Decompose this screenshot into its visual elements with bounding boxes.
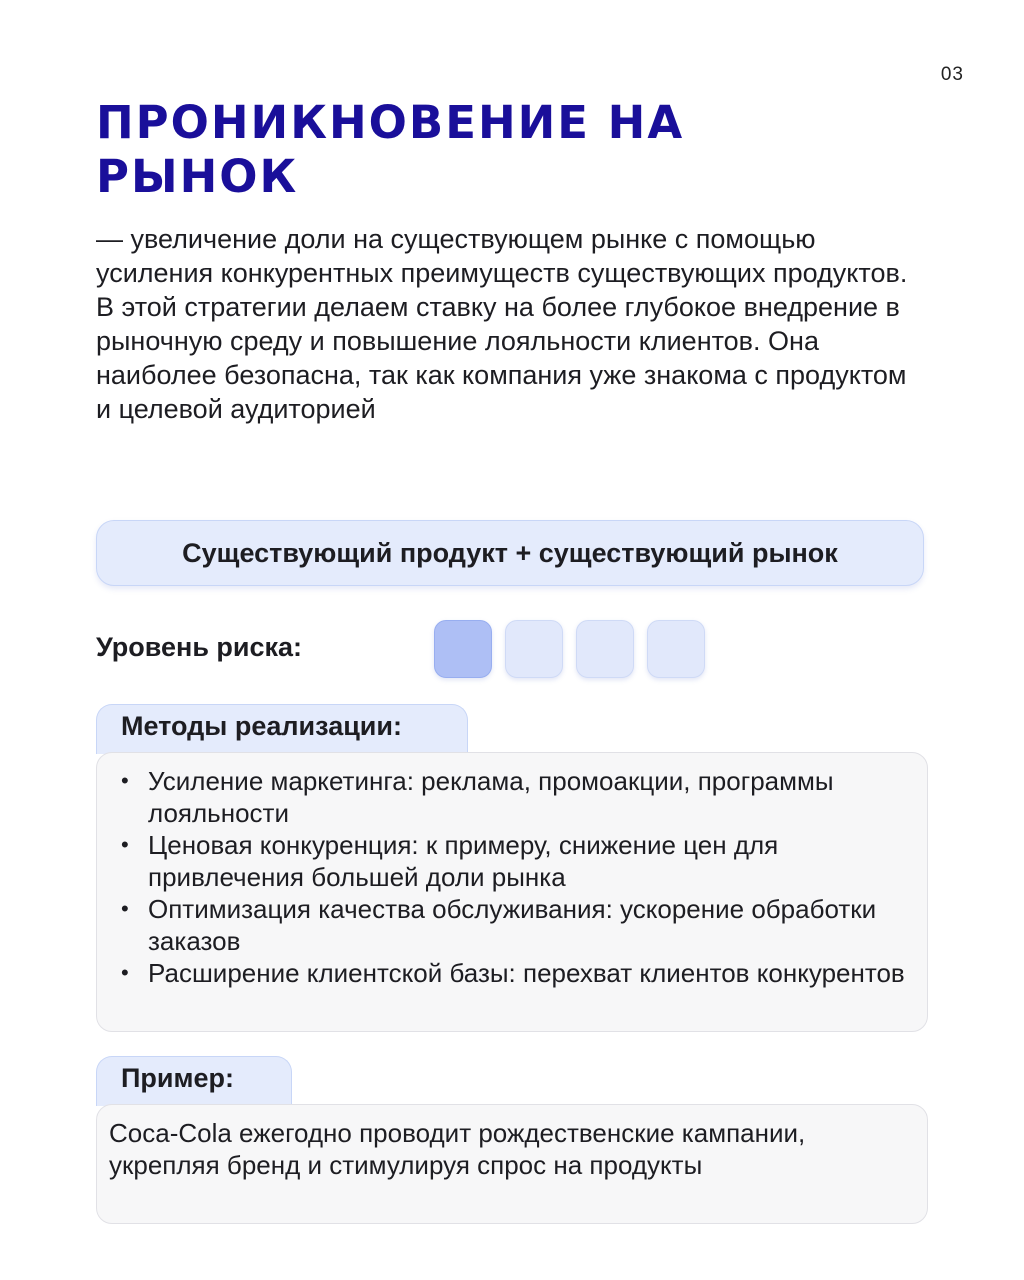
bullet-icon: • xyxy=(121,768,129,793)
example-panel xyxy=(96,1104,928,1224)
risk-level-indicator xyxy=(434,620,705,678)
method-text: Усиление маркетинга: реклама, промоакции, программы лояльности xyxy=(148,766,834,828)
risk-box-1 xyxy=(434,620,492,678)
methods-list xyxy=(117,765,911,989)
bullet-icon: • xyxy=(121,960,129,985)
risk-level-label: Уровень риска: xyxy=(96,632,303,662)
risk-box-4 xyxy=(647,620,705,678)
list-item xyxy=(117,829,911,893)
intro-text: — увеличение доли на существующем рынке с помощью усиления конкурентных преимуществ существующих продуктов. В этой стратегии делаем ставку на более глубокое внедрение в рыночную среду и повышение лояльности клиентов. Она наиболее безопасна, так как компания уже знакома с продуктом и целевой аудиторией xyxy=(96,224,908,424)
list-item xyxy=(117,893,911,957)
example-text: Coca-Cola ежегодно проводит рождественские кампании, укрепляя бренд и стимулируя спрос на продукты xyxy=(109,1118,806,1180)
page-number: 03 xyxy=(940,64,964,85)
example-tab: Пример: xyxy=(96,1056,292,1106)
risk-box-3 xyxy=(576,620,634,678)
methods-tab: Методы реализации: xyxy=(96,704,468,754)
strategy-formula: Существующий продукт + существующий рынок xyxy=(96,520,924,586)
methods-panel xyxy=(96,752,928,1032)
risk-box-2 xyxy=(505,620,563,678)
page-title: ПРОНИКНОВЕНИЕ НА РЫНОК xyxy=(96,96,685,203)
method-text: Ценовая конкуренция: к примеру, снижение цен для привлечения большей доли рынка xyxy=(148,830,779,892)
bullet-icon: • xyxy=(121,896,129,921)
list-item xyxy=(117,765,911,829)
bullet-icon: • xyxy=(121,832,129,857)
method-text: Расширение клиентской базы: перехват клиентов конкурентов xyxy=(148,958,905,988)
list-item xyxy=(117,957,911,989)
method-text: Оптимизация качества обслуживания: ускорение обработки заказов xyxy=(148,894,877,956)
